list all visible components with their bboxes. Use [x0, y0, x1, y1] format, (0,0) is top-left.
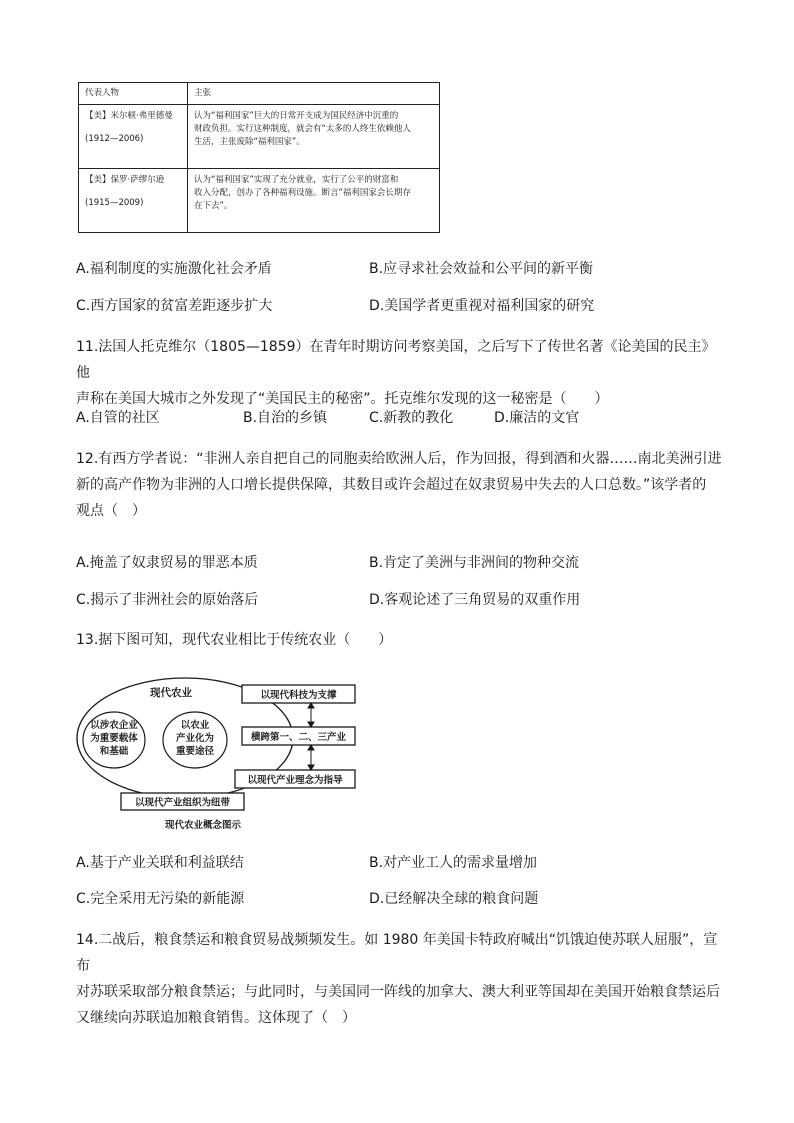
modern-agriculture-diagram: [70, 676, 370, 836]
q14-stem-line: 又继续向苏联追加粮食销售。这体现了（ ）: [76, 1010, 356, 1026]
stance-line: 收入分配，创办了各种福利设施。断言“福利国家会长期存: [194, 188, 411, 198]
box-bottom-label: 以现代产业理念为指导: [247, 775, 343, 786]
q12-stem-line: 12.有西方学者说：“非洲人亲自把自己的同胞卖给欧洲人后，作为回报，得到酒和火器……南北美洲引进: [76, 451, 722, 467]
stance-cell: [188, 105, 440, 169]
q13-option-d[interactable]: D.已经解决全球的粮食问题: [369, 891, 539, 907]
q11-option-b[interactable]: B.自治的乡镇: [243, 410, 328, 426]
q10-option-b[interactable]: B.应寻求社会效益和公平间的新平衡: [369, 261, 594, 277]
diagram-title: 现代农业: [150, 687, 192, 699]
stance-line: 认为“福利国家”巨大的日常开支成为国民经济中沉重的: [194, 111, 399, 121]
q11-stem-line: 声称在美国大城市之外发现了“美国民主的秘密”。托克维尔发现的这一秘密是（ ）: [76, 391, 609, 407]
person-years: (1915—2009): [85, 198, 144, 208]
circle-left-line: 为重要载体: [90, 733, 138, 744]
q13-option-c[interactable]: C.完全采用无污染的新能源: [76, 891, 245, 907]
person-name: 【美】保罗·萨缪尔逊: [85, 175, 165, 185]
q12-option-b[interactable]: B.肯定了美洲与非洲间的物种交流: [369, 555, 580, 571]
q11-stem: [76, 334, 726, 412]
q13-option-b[interactable]: B.对产业工人的需求量增加: [369, 855, 538, 871]
q13-option-a[interactable]: A.基于产业关联和利益联结: [76, 855, 244, 871]
q10-table: [78, 82, 440, 233]
stance-line: 生活，主张废除“福利国家”。: [194, 137, 305, 147]
q14-stem-line: 14.二战后，粮食禁运和粮食贸易战频频发生。如 1980 年美国卡特政府喊出“饥饿迫使苏联人屈服”，宣布: [76, 932, 718, 974]
person-cell: [79, 105, 188, 169]
q11-option-d[interactable]: D.廉洁的文官: [494, 410, 580, 426]
q12-option-d[interactable]: D.客观论述了三角贸易的双重作用: [369, 592, 581, 608]
box-middle-label: 横跨第一、二、三产业: [250, 732, 347, 743]
q12-stem: [76, 446, 726, 524]
q10-option-d[interactable]: D.美国学者更重视对福利国家的研究: [369, 298, 595, 314]
person-name: 【美】米尔顿·弗里德曼: [85, 111, 173, 121]
q12-stem-line: 观点（ ）: [76, 503, 146, 519]
header-cell-stance: 主张: [188, 83, 440, 105]
circle-left-line: 和基础: [99, 746, 129, 757]
q12-option-c[interactable]: C.揭示了非洲社会的原始落后: [76, 592, 259, 608]
q10-option-a[interactable]: A.福利制度的实施激化社会矛盾: [76, 261, 272, 277]
q11-stem-line: 11.法国人托克维尔（1805—1859）在青年时期访问考察美国，之后写下了传世名著《论美国的民主》他: [76, 339, 716, 381]
box-top-label: 以现代科技为支撑: [260, 690, 337, 701]
diagram-caption: 现代农业概念图示: [165, 820, 242, 831]
q11-option-a[interactable]: A.自管的社区: [76, 410, 160, 426]
table-row: [79, 169, 440, 233]
arrow-top-middle: [308, 703, 314, 727]
person-cell: [79, 169, 188, 233]
q12-stem-line: 新的高产作物为非洲的人口增长提供保障，其数目或许会超过在奴隶贸易中失去的人口总数。”该学者的: [76, 477, 707, 493]
circle-right-line: 产业化为: [175, 733, 215, 744]
stance-cell: [188, 169, 440, 233]
q10-option-c[interactable]: C.西方国家的贫富差距逐步扩大: [76, 298, 273, 314]
q13-stem: 13.据下图可知，现代农业相比于传统农业（ ）: [76, 632, 393, 648]
table-row: [79, 105, 440, 169]
circle-right-line: 以农业: [180, 720, 210, 731]
circle-right-line: 重要途径: [175, 746, 215, 757]
q12-option-a[interactable]: A.掩盖了奴隶贸易的罪恶本质: [76, 555, 258, 571]
q14-stem: [76, 927, 726, 1031]
stance-line: 在下去”。: [194, 201, 233, 211]
table-header-row: [79, 83, 440, 105]
header-cell-representative: 代表人物: [79, 83, 188, 105]
person-years: (1912—2006): [85, 134, 144, 144]
stance-line: 财政负担。实行这种制度，就会有“太多的人终生依赖他人: [194, 124, 411, 134]
circle-left-line: 以涉农企业: [90, 720, 138, 731]
q14-stem-line: 对苏联采取部分粮食禁运；与此同时，与美国同一阵线的加拿大、澳大利亚等国却在美国开始粮食禁运后: [76, 984, 720, 1000]
q11-option-c[interactable]: C.新教的教化: [369, 410, 454, 426]
box-base-label: 以现代产业组织为纽带: [134, 797, 231, 809]
stance-line: 认为“福利国家”实现了充分就业，实行了公平的财富和: [194, 175, 399, 185]
arrow-middle-bottom: [308, 745, 314, 770]
